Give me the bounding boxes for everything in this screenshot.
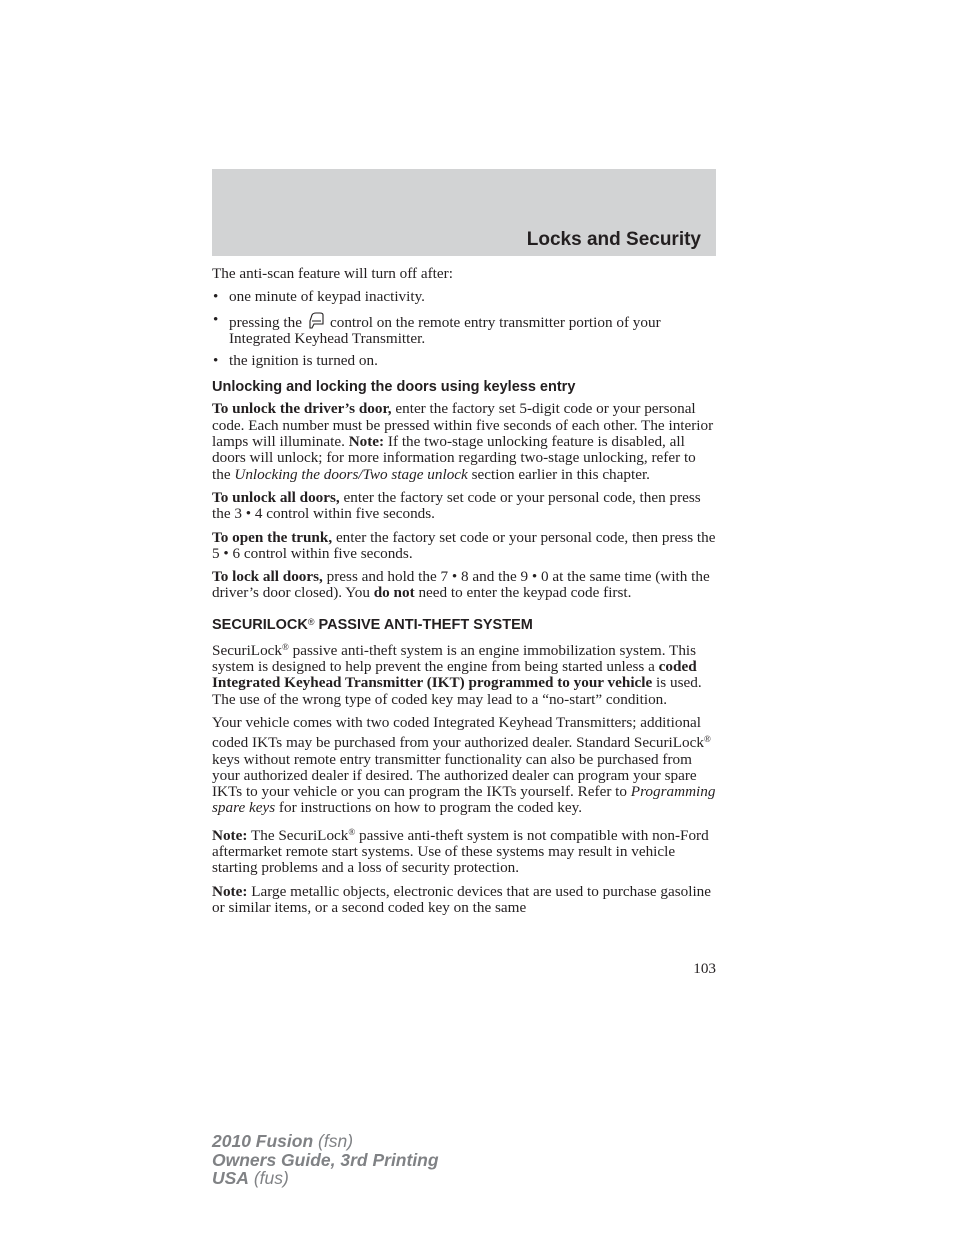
section-header-band xyxy=(212,169,716,256)
anti-scan-list xyxy=(212,289,716,369)
securilock-paragraph-2: Your vehicle comes with two coded Integrated Keyhead Transmitters; additional coded IKTs may be purchased from your authorized dealer. Standard SecuriLock® keys without remote entry transmitter functionality can also be purchased from your authorized dealer if desired. The authorized dealer can program your spare IKTs to your vehicle or you can program the IKTs yourself. Refer to Programming spare keys for instructions on how to program the coded key. xyxy=(212,713,716,817)
intro-text: The anti-scan feature will turn off after: xyxy=(212,265,453,282)
unlock-driver-door-paragraph: To unlock the driver’s door, enter the factory set 5-digit code or your personal code. Each number must be pressed within five seconds of each other. The interior lamps will illuminate. Note: If the two-stage unlocking feature is disabled, all doors will unlock; for more information regarding two-stage unlocking, refer to the Unlocking the doors/Two stage unlock section earlier in this chapter. xyxy=(212,400,714,483)
securilock-note-2: Note: Large metallic objects, electronic devices that are used to purchase gasoline or similar items, or a second coded key on the same xyxy=(212,882,712,916)
unlock-all-doors-paragraph: To unlock all doors, enter the factory set code or your personal code, then press the 3 • 4 control within five seconds. xyxy=(212,488,701,523)
document-footer xyxy=(212,1132,439,1188)
footer-line-1: 2010 Fusion (fsn) xyxy=(212,1131,354,1151)
list-item: • the ignition is turned on. xyxy=(213,352,378,370)
securilock-note-1: Note: The SecuriLock® passive anti-theft system is not compatible with non-Ford aftermarket remote start systems. Use of these systems may result in vehicle starting problems and a loss of security protection. xyxy=(212,826,709,877)
securilock-heading: SECURILOCK® PASSIVE ANTI-THEFT SYSTEM xyxy=(212,616,533,633)
lock-all-doors-paragraph: To lock all doors, press and hold the 7 • 8 and the 9 • 0 at the same time (with the driver’s door closed). You do not need to enter the keypad code first. xyxy=(212,568,710,602)
list-item: • pressing the control on the remote entry transmitter portion of your Integrated Keyhead Transmitter. xyxy=(213,310,661,347)
securilock-paragraph-1: SecuriLock® passive anti-theft system is an engine immobilization system. This system is designed to help prevent the engine from being started unless a coded Integrated Keyhead Transmitter (IKT) programmed to your vehicle is used. The use of the wrong type of coded key may lead to a “no-start” condition. xyxy=(212,641,702,708)
section-title: Locks and Security xyxy=(526,229,701,250)
list-item: • one minute of keypad inactivity. xyxy=(213,288,425,306)
page-number: 103 xyxy=(693,960,716,977)
footer-line-3: USA (fus) xyxy=(212,1168,289,1188)
keyless-entry-heading: Unlocking and locking the doors using keyless entry xyxy=(212,379,576,396)
page-content xyxy=(212,266,716,923)
footer-line-2: Owners Guide, 3rd Printing xyxy=(212,1149,439,1170)
open-trunk-paragraph: To open the trunk, enter the factory set code or your personal code, then press the 5 • 6 control within five seconds. xyxy=(212,528,716,562)
trunk-icon xyxy=(306,312,328,330)
